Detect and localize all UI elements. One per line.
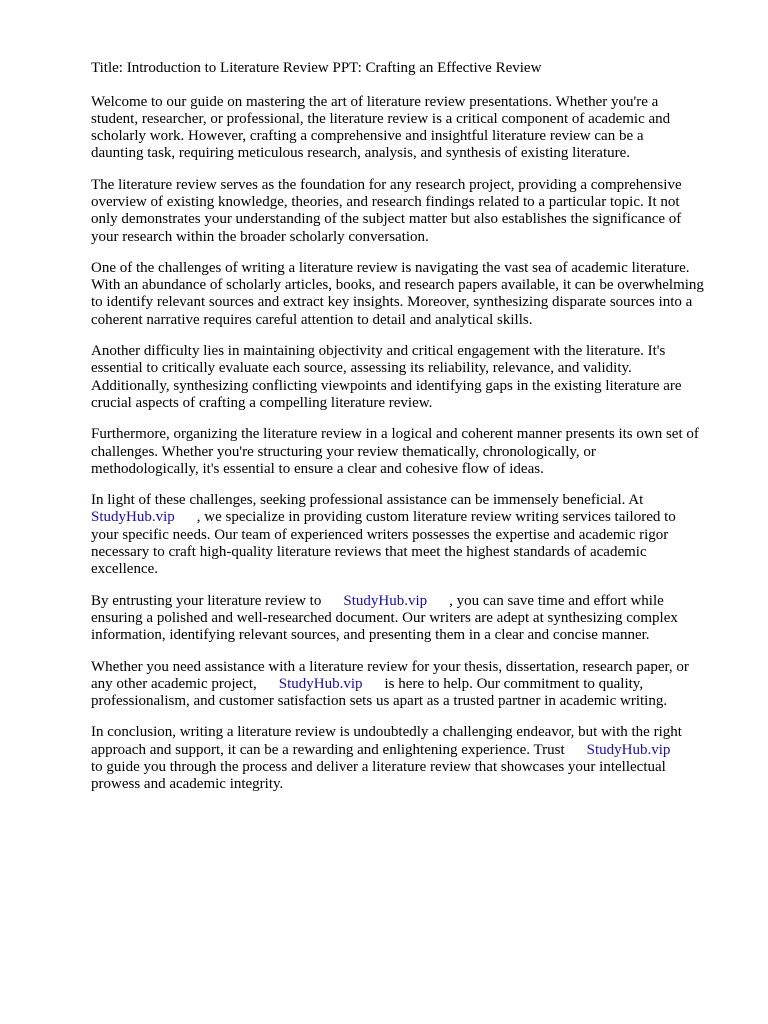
document-title: Title: Introduction to Literature Review PPT: Crafting an Effective Review [91, 60, 542, 76]
text-line: Additionally, synthesizing conflicting viewpoints and identifying gaps in the existing literature are [91, 377, 682, 394]
paragraph-conclusion [91, 724, 736, 793]
text-line: prowess and academic integrity. [91, 776, 284, 793]
studyhub-link[interactable]: StudyHub.vip [343, 592, 428, 609]
text-line [91, 509, 736, 526]
text-line: In light of these challenges, seeking professional assistance can be immensely beneficial. At [91, 492, 644, 509]
paragraph-foundation [91, 177, 736, 246]
text-line: only demonstrates your understanding of the subject matter but also establishes the significance of [91, 211, 682, 228]
text-line: your specific needs. Our team of experienced writers possesses the expertise and academic rigor [91, 526, 669, 543]
studyhub-link[interactable]: StudyHub.vip [586, 741, 671, 758]
text-fragment: , you can save time and effort while [449, 592, 664, 609]
text-line: essential to critically evaluate each source, assessing its reliability, relevance, and validity. [91, 360, 632, 377]
text-line: scholarly work. However, crafting a comprehensive and insightful literature review can be a [91, 128, 644, 145]
text-line: One of the challenges of writing a literature review is navigating the vast sea of academic literature. [91, 259, 690, 276]
text-line: Furthermore, organizing the literature review in a logical and coherent manner presents its own set of [91, 426, 699, 443]
paragraph-objectivity [91, 343, 736, 412]
text-line: coherent narrative requires careful attention to detail and analytical skills. [91, 311, 533, 328]
paragraph-assistance [91, 492, 736, 578]
text-line: necessary to craft high-quality literature reviews that meet the highest standards of academic [91, 544, 647, 561]
text-line: your research within the broader scholarly conversation. [91, 228, 429, 245]
text-line: professionalism, and customer satisfaction sets us apart as a trusted partner in academic writing. [91, 693, 668, 710]
text-line: In conclusion, writing a literature review is undoubtedly a challenging endeavor, but with the right [91, 724, 682, 741]
text-fragment: any other academic project, [91, 675, 257, 692]
text-line: crucial aspects of crafting a compelling literature review. [91, 394, 433, 411]
text-line: Whether you need assistance with a literature review for your thesis, dissertation, research paper, or [91, 658, 689, 675]
text-line: challenges. Whether you're structuring your review thematically, chronologically, or [91, 443, 596, 460]
text-line [91, 742, 736, 759]
text-line: ensuring a polished and well-researched document. Our writers are adept at synthesizing complex [91, 609, 678, 626]
paragraph-organizing [91, 426, 736, 478]
text-line: The literature review serves as the foundation for any research project, providing a comprehensive [91, 176, 682, 193]
text-line: overview of existing knowledge, theories, and research findings related to a particular topic. It not [91, 193, 680, 210]
studyhub-link[interactable]: StudyHub.vip [278, 675, 363, 692]
text-line: student, researcher, or professional, the literature review is a critical component of academic and [91, 110, 671, 127]
text-line: excellence. [91, 561, 159, 578]
text-line: information, identifying relevant sources, and presenting them in a clear and concise manner. [91, 627, 650, 644]
text-line: to guide you through the process and deliver a literature review that showcases your intellectual [91, 759, 666, 775]
text-fragment: By entrusting your literature review to [91, 592, 322, 609]
text-line: to identify relevant sources and extract key insights. Moreover, synthesizing disparate sources into a [91, 294, 693, 311]
paragraph-challenges [91, 260, 736, 329]
text-line: methodologically, it's essential to ensure a clear and cohesive flow of ideas. [91, 460, 544, 477]
text-fragment: is here to help. Our commitment to quality, [384, 675, 644, 692]
text-fragment: , we specialize in providing custom literature review writing services tailored to [196, 509, 676, 526]
text-fragment: approach and support, it can be a rewarding and enlightening experience. Trust [91, 741, 565, 758]
text-line: daunting task, requiring meticulous research, analysis, and synthesis of existing literature. [91, 145, 631, 162]
text-line: Another difficulty lies in maintaining objectivity and critical engagement with the literature. It's [91, 343, 666, 360]
document-page [91, 60, 736, 808]
paragraph-entrusting [91, 593, 736, 645]
text-line [91, 676, 736, 693]
text-line [91, 593, 736, 610]
paragraph-assistance-projects [91, 659, 736, 711]
text-line: With an abundance of scholarly articles, books, and research papers available, it can be overwhelming [91, 277, 704, 294]
paragraph-intro [91, 94, 736, 163]
studyhub-link[interactable]: StudyHub.vip [91, 509, 175, 526]
text-line: Welcome to our guide on mastering the art of literature review presentations. Whether you're a [91, 93, 659, 110]
